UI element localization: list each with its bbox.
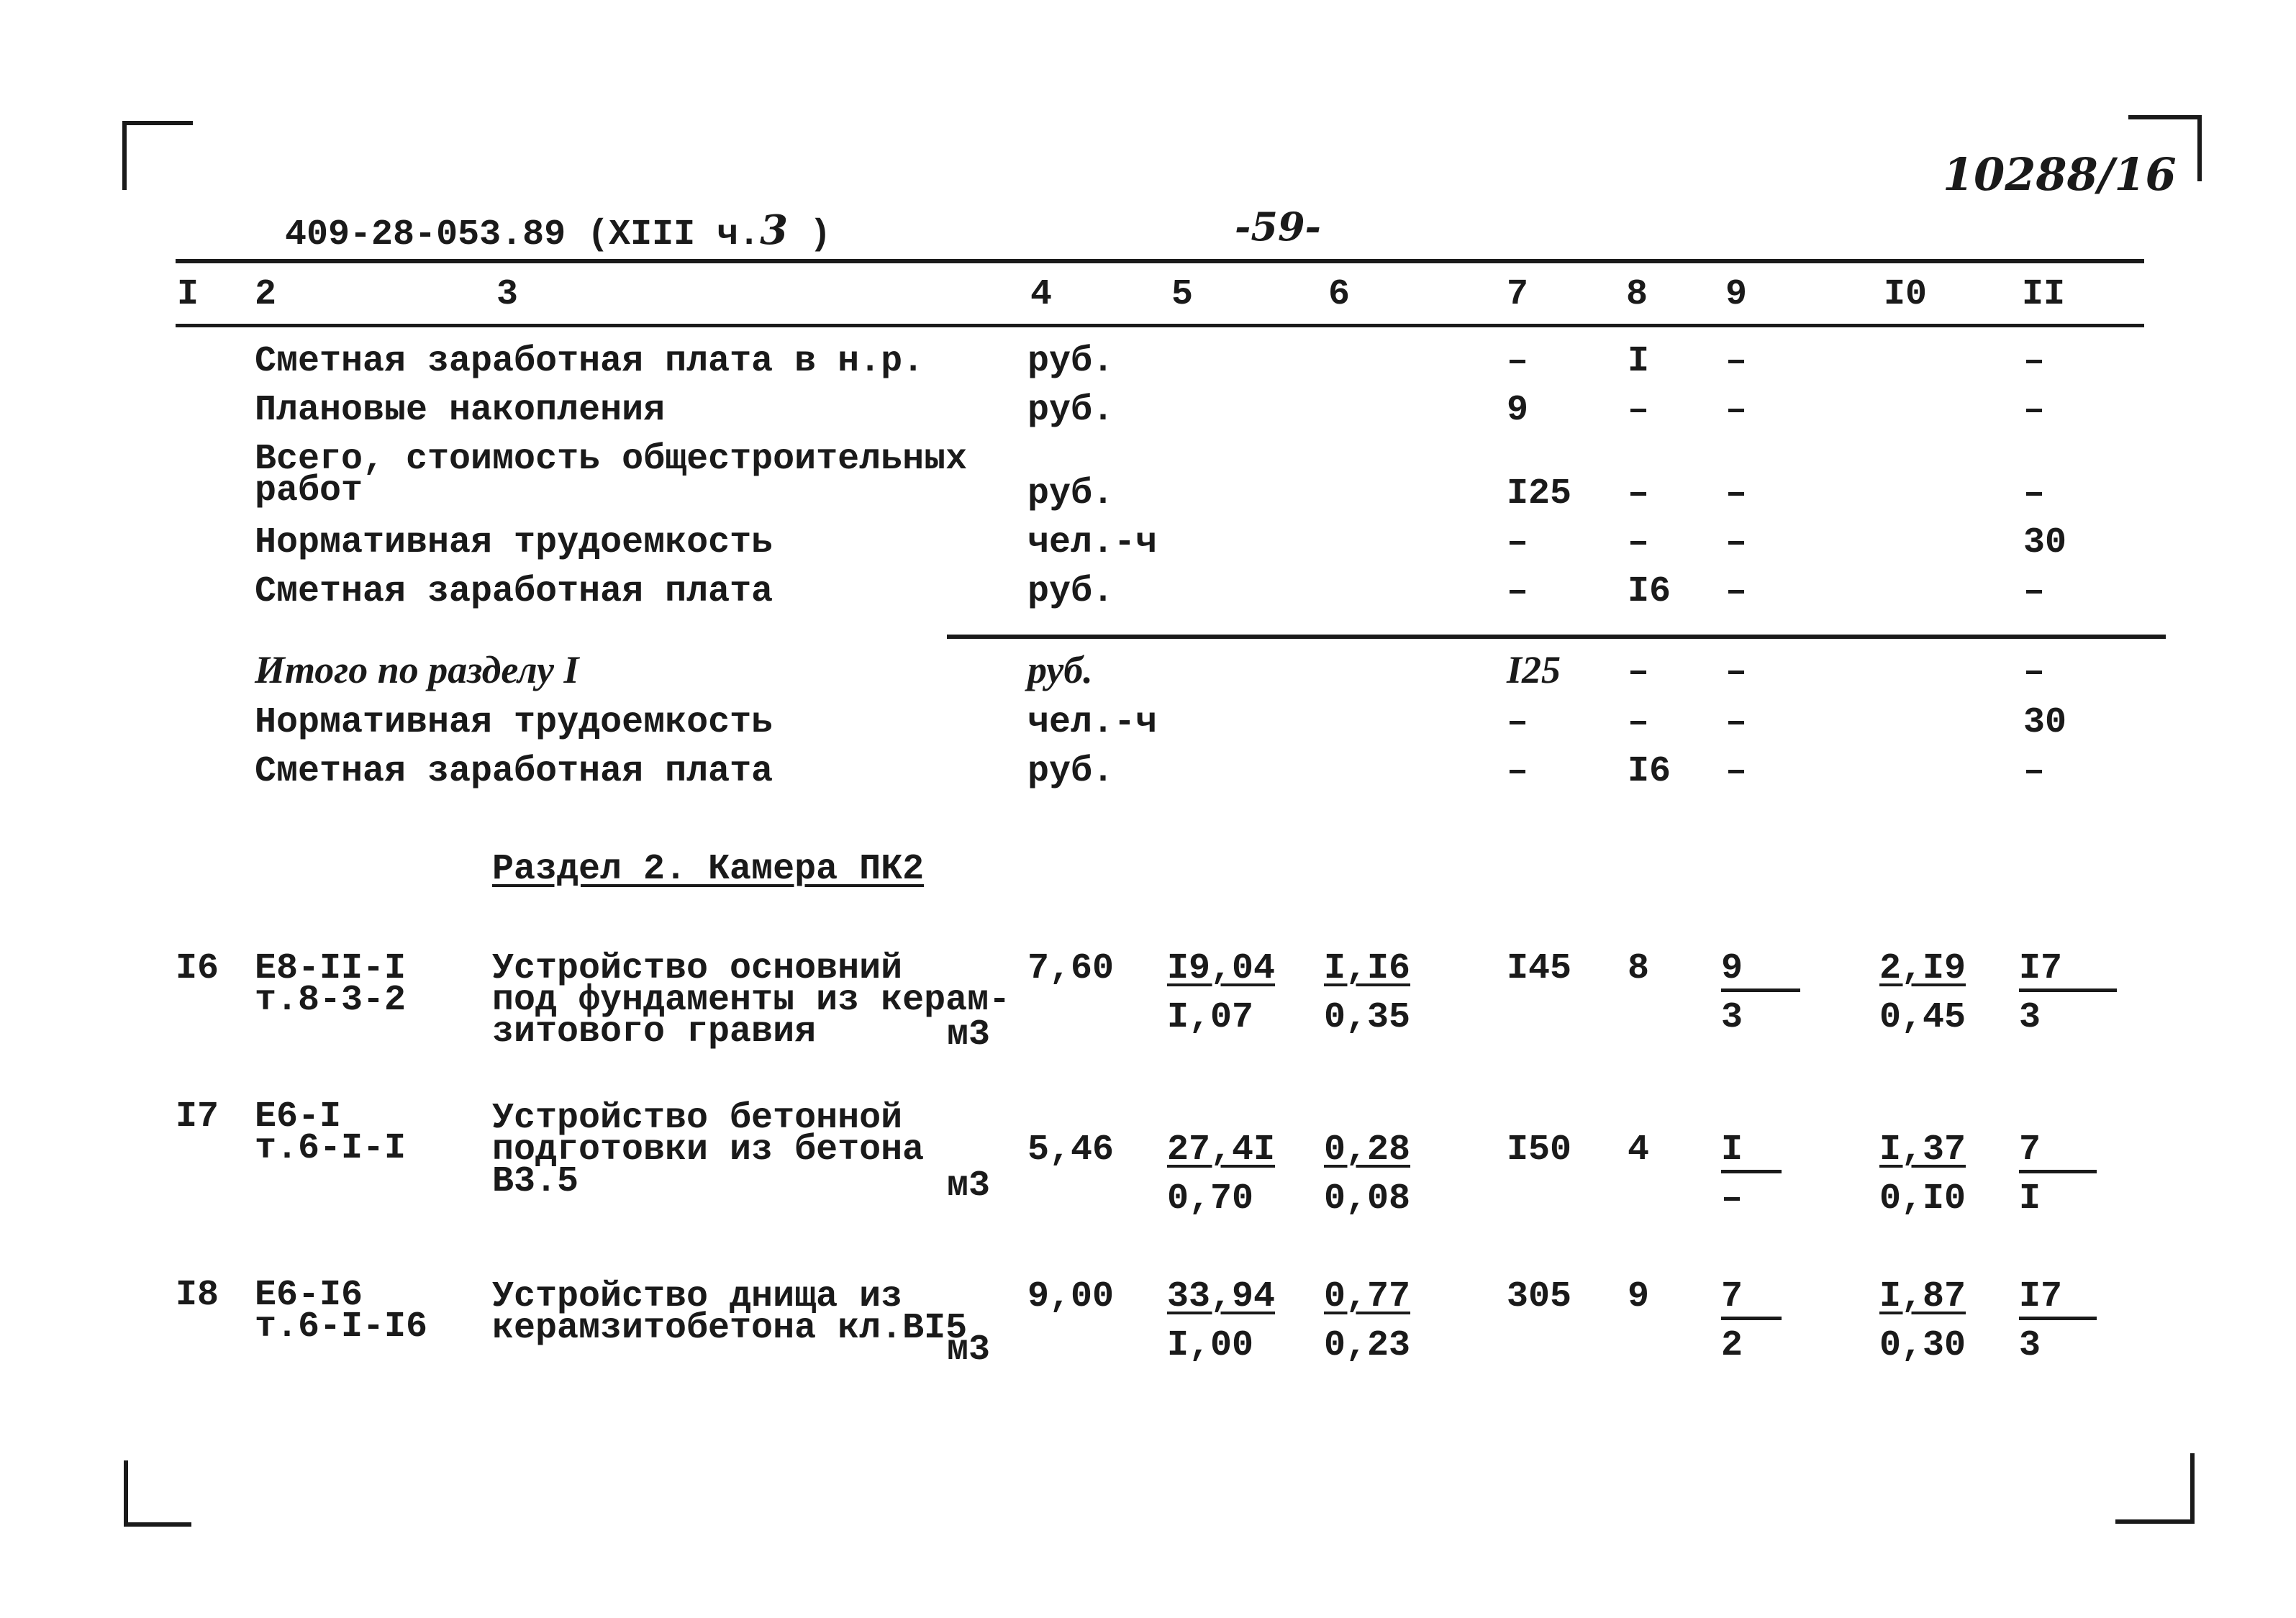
summary-col11: – [2023, 473, 2046, 514]
summary-unit: руб. [1027, 341, 1115, 382]
item-code-table: т.8-3-2 [255, 980, 407, 1021]
item-col9-top: 7 [1721, 1279, 1782, 1320]
item-col5-top: 33,94 [1167, 1276, 1276, 1317]
item-quantity: 9,00 [1027, 1276, 1115, 1317]
item-code: E6-I [255, 1096, 342, 1137]
item-description-line: керамзитобетона кл.BI5 [492, 1308, 968, 1349]
item-code-table: т.6-I-I [255, 1128, 407, 1169]
totals-unit: чел.-ч [1027, 702, 1158, 743]
summary-label: Всего, стоимость общестроительных [255, 439, 968, 480]
summary-col8: – [1628, 522, 1650, 563]
item-col6-top: 0,28 [1324, 1130, 1411, 1171]
item-col6-top: I,I6 [1324, 948, 1411, 989]
item-col5-top: I9,04 [1167, 948, 1276, 989]
item-code-table: т.6-I-I6 [255, 1306, 428, 1347]
totals-col11: – [2023, 652, 2046, 693]
summary-col11: – [2023, 390, 2046, 431]
item-col11-top: I7 [2019, 951, 2117, 992]
col-header-10: I0 [1884, 274, 1928, 315]
document-code [199, 176, 831, 289]
item-col5-bottom: I,07 [1167, 997, 1254, 1038]
item-col11-top: I7 [2019, 1279, 2097, 1320]
item-col8: 8 [1628, 948, 1650, 989]
item-number: I6 [176, 948, 219, 989]
totals-col9: – [1725, 751, 1748, 792]
summary-col11: – [2023, 571, 2046, 612]
item-number: I7 [176, 1096, 219, 1137]
totals-unit: руб. [1027, 648, 1093, 691]
summary-unit: руб. [1027, 571, 1115, 612]
col-header-7: 7 [1507, 274, 1529, 315]
item-unit: м3 [947, 1165, 991, 1206]
item-description-line: зитового гравия [492, 1012, 817, 1053]
item-col9-bottom: 3 [1721, 997, 1743, 1038]
col-header-6: 6 [1328, 274, 1351, 315]
item-col6-bottom: 0,08 [1324, 1178, 1411, 1219]
item-col9-bottom: 2 [1721, 1325, 1743, 1366]
summary-unit: руб. [1027, 390, 1115, 431]
item-col5-top: 27,4I [1167, 1130, 1276, 1171]
doc-part-handwritten: 3 [760, 206, 789, 254]
corner-mark-bottom-left [124, 1460, 191, 1527]
doc-code-text: 409-28-053.89 (XIII ч. [285, 214, 761, 255]
summary-col7: – [1507, 341, 1529, 382]
item-col11-bottom: I [2019, 1178, 2041, 1219]
summary-label: Сметная заработная плата [255, 571, 773, 612]
item-col11-bottom: 3 [2019, 997, 2041, 1038]
summary-col9: – [1725, 390, 1748, 431]
col-header-3: 3 [496, 274, 519, 315]
summary-unit: чел.-ч [1027, 522, 1158, 563]
item-quantity: 5,46 [1027, 1130, 1115, 1171]
summary-col8: – [1628, 390, 1650, 431]
totals-col8: I6 [1628, 751, 1671, 792]
item-col10-top: 2,I9 [1879, 948, 1966, 989]
col-header-2: 2 [255, 274, 277, 315]
page-number: -59- [1235, 204, 1321, 250]
summary-col8: I6 [1628, 571, 1671, 612]
summary-col9: – [1725, 341, 1748, 382]
item-col10-top: I,37 [1879, 1130, 1966, 1171]
doc-code-close: ) [788, 214, 832, 255]
col-header-9: 9 [1725, 274, 1748, 315]
item-col10-bottom: 0,45 [1879, 997, 1966, 1038]
summary-col8: – [1628, 473, 1650, 514]
totals-label: Итого по разделу I [255, 648, 579, 691]
item-number: I8 [176, 1275, 219, 1316]
item-description-line: B3.5 [492, 1161, 579, 1202]
col-header-4: 4 [1030, 274, 1053, 315]
item-description-line: под фундаменты из керам- [492, 980, 1011, 1021]
summary-label: Плановые накопления [255, 390, 666, 431]
col-header-1: I [177, 274, 199, 315]
summary-col9: – [1725, 571, 1748, 612]
table-top-rule [176, 259, 2144, 263]
item-col8: 9 [1628, 1276, 1650, 1317]
totals-col7: – [1507, 751, 1529, 792]
item-unit: м3 [947, 1330, 991, 1371]
summary-col9: – [1725, 473, 1748, 514]
item-col7: 305 [1507, 1276, 1572, 1317]
corner-mark-bottom-right [2115, 1453, 2195, 1524]
totals-label: Нормативная трудоемкость [255, 702, 773, 743]
item-col11-bottom: 3 [2019, 1325, 2041, 1366]
table-header-rule [176, 324, 2144, 327]
totals-col7: – [1507, 702, 1529, 743]
corner-mark-top-left [122, 121, 193, 190]
summary-label: Сметная заработная плата в н.р. [255, 341, 925, 382]
item-description-line: подготовки из бетона [492, 1130, 925, 1171]
summary-col7: I25 [1507, 473, 1572, 514]
totals-col11: – [2023, 751, 2046, 792]
archive-number: 10288/16 [1943, 148, 2177, 201]
summary-col11: 30 [2023, 522, 2067, 563]
item-col6-bottom: 0,35 [1324, 997, 1411, 1038]
item-description-line: Устройство основний [492, 948, 903, 989]
item-col7: I45 [1507, 948, 1572, 989]
col-header-11: II [2022, 274, 2066, 315]
totals-label: Сметная заработная плата [255, 751, 773, 792]
item-col10-bottom: 0,30 [1879, 1325, 1966, 1366]
totals-col8: – [1628, 652, 1650, 693]
summary-unit: руб. [1027, 473, 1115, 514]
totals-col9: – [1725, 702, 1748, 743]
section-title: Раздел 2. Камера ПК2 [492, 849, 925, 890]
totals-col9: – [1725, 652, 1748, 693]
item-col5-bottom: 0,70 [1167, 1178, 1254, 1219]
summary-col7: 9 [1507, 390, 1529, 431]
item-col10-top: I,87 [1879, 1276, 1966, 1317]
totals-unit: руб. [1027, 751, 1115, 792]
item-unit: м3 [947, 1014, 991, 1055]
item-col6-bottom: 0,23 [1324, 1325, 1411, 1366]
col-header-8: 8 [1626, 274, 1648, 315]
summary-label-cont: работ [255, 471, 363, 512]
item-col8: 4 [1628, 1130, 1650, 1171]
totals-col8: – [1628, 702, 1650, 743]
item-col7: I50 [1507, 1130, 1572, 1171]
totals-rule [947, 635, 2166, 639]
item-code: E6-I6 [255, 1275, 363, 1316]
item-code: E8-II-I [255, 948, 407, 989]
summary-col8: I [1628, 341, 1650, 382]
item-col9-top: 9 [1721, 951, 1800, 992]
item-quantity: 7,60 [1027, 948, 1115, 989]
item-col5-bottom: I,00 [1167, 1325, 1254, 1366]
item-col11-top: 7 [2019, 1132, 2097, 1173]
item-description-line: Устройство днища из [492, 1276, 903, 1317]
item-col10-bottom: 0,I0 [1879, 1178, 1966, 1219]
item-col6-top: 0,77 [1324, 1276, 1411, 1317]
summary-label: Нормативная трудоемкость [255, 522, 773, 563]
summary-col7: – [1507, 571, 1529, 612]
item-col9-top: I [1721, 1132, 1782, 1173]
col-header-5: 5 [1171, 274, 1194, 315]
item-col9-bottom: – [1721, 1178, 1743, 1219]
totals-col11: 30 [2023, 702, 2067, 743]
item-description-line: Устройство бетонной [492, 1098, 903, 1139]
summary-col11: – [2023, 341, 2046, 382]
totals-col7: I25 [1507, 648, 1561, 691]
summary-col9: – [1725, 522, 1748, 563]
summary-col7: – [1507, 522, 1529, 563]
